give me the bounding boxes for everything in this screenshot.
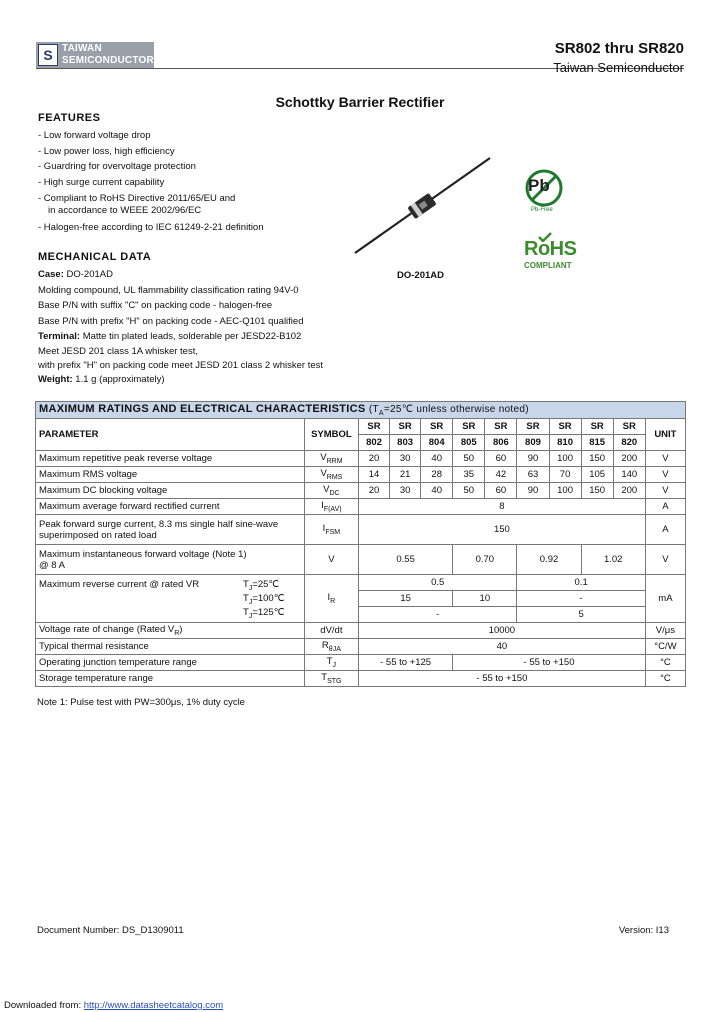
rohs-logo: RoHS: [524, 238, 577, 260]
symbol-cell: [304, 451, 358, 467]
unit-cell: V: [645, 467, 685, 483]
molding-line: Molding compound, UL flammability classification rating 94V-0: [38, 285, 299, 296]
feature-item: - Halogen-free according to IEC 61249-2-21 definition: [38, 222, 264, 233]
value-cell: 20: [358, 483, 389, 499]
symbol-text: T: [321, 672, 328, 684]
value-cell: 8: [358, 499, 645, 515]
unit-cell: V: [645, 545, 685, 575]
param-cell: Operating junction temperature range: [36, 655, 305, 671]
jesd-line-1: Meet JESD 201 class 1A whisker test,: [38, 346, 198, 357]
param-cell: [36, 623, 305, 639]
base-c-line: Base P/N with suffix "C" on packing code - halogen-free: [38, 300, 273, 311]
company-name: Taiwan Semiconductor: [553, 60, 684, 75]
case-value: DO-201AD: [63, 269, 113, 280]
logo-text: [62, 43, 154, 67]
temp-sym: T: [243, 579, 249, 590]
value-cell: 0.5: [358, 575, 516, 591]
sr-header: SR: [549, 419, 581, 435]
part-title: SR802 thru SR820: [554, 40, 684, 57]
temp-sub: J: [248, 598, 253, 606]
temp-val: =125℃: [252, 607, 285, 618]
param-cell: [36, 515, 305, 545]
value-cell: 150: [581, 451, 613, 467]
rohs-compliant-label: COMPLIANT: [524, 261, 572, 270]
unit-cell: °C/W: [645, 639, 685, 655]
table-row: [36, 483, 686, 499]
value-cell: 200: [613, 451, 645, 467]
param-cell: Maximum DC blocking voltage: [36, 483, 305, 499]
symbol-sub: J: [332, 661, 337, 669]
unit-header: UNIT: [645, 419, 685, 451]
symbol-cell: [304, 639, 358, 655]
table-title: MAXIMUM RATINGS AND ELECTRICAL CHARACTERISTICS: [39, 403, 366, 415]
part-number: 820: [613, 435, 645, 451]
param-cell: Maximum RMS voltage: [36, 467, 305, 483]
value-cell: 70: [549, 467, 581, 483]
part-number: 810: [549, 435, 581, 451]
value-cell: 50: [453, 451, 485, 467]
part-number: 809: [517, 435, 549, 451]
feature-item: - Compliant to RoHS Directive 2011/65/EU and: [38, 193, 236, 204]
package-label: DO-201AD: [397, 270, 444, 281]
sr-header: SR: [613, 419, 645, 435]
features-heading: FEATURES: [38, 112, 101, 124]
value-cell: 10000: [358, 623, 645, 639]
symbol-cell: [304, 575, 358, 623]
table-row: [36, 545, 686, 575]
table-row: [36, 623, 686, 639]
pb-badge-text: Pb: [528, 176, 550, 195]
sr-header: SR: [453, 419, 485, 435]
value-cell: 30: [390, 451, 421, 467]
unit-cell: °C: [645, 655, 685, 671]
value-cell: 14: [358, 467, 389, 483]
cond-sub: A: [378, 410, 384, 417]
symbol-cell: V: [304, 545, 358, 575]
symbol-header: SYMBOL: [304, 419, 358, 451]
ir-label: Maximum reverse current @ rated VR: [39, 579, 200, 590]
pb-free-label: Pb-Free: [531, 207, 553, 213]
unit-cell: V: [645, 483, 685, 499]
value-cell: 50: [453, 483, 485, 499]
symbol-text: V: [320, 468, 327, 480]
value-cell: 28: [421, 467, 453, 483]
symbol-cell: [304, 671, 358, 687]
part-number: 802: [358, 435, 389, 451]
feature-item: - Low power loss, high efficiency: [38, 146, 175, 157]
symbol-cell: [304, 655, 358, 671]
part-number: 804: [421, 435, 453, 451]
param-text: Voltage rate of change (Rated V: [39, 624, 175, 636]
value-cell: - 55 to +125: [358, 655, 452, 671]
value-cell: 35: [453, 467, 485, 483]
value-cell: 15: [358, 591, 452, 607]
logo-icon: [38, 44, 58, 66]
terminal-label: Terminal:: [38, 331, 81, 342]
downloaded-from: [4, 1000, 223, 1011]
temp-sym: T: [243, 607, 249, 618]
value-cell: 42: [485, 467, 517, 483]
value-cell: 60: [485, 483, 517, 499]
part-number: 805: [453, 435, 485, 451]
case-label: Case:: [38, 269, 64, 280]
temp-val: =100℃: [252, 593, 285, 604]
cond-rest: =25℃ unless otherwise noted): [383, 404, 529, 415]
unit-cell: mA: [645, 575, 685, 623]
param-line: superimposed on rated load: [39, 529, 157, 541]
param-cell: Storage temperature range: [36, 671, 305, 687]
temp-sub: J: [248, 612, 253, 620]
sr-header: SR: [485, 419, 517, 435]
jesd-line-2: with prefix "H" on packing code meet JESD 201 class 2 whisker test: [38, 360, 324, 371]
diode-body: [407, 193, 436, 219]
symbol-text: I: [327, 592, 331, 604]
sr-header: SR: [517, 419, 549, 435]
value-cell: 10: [453, 591, 517, 607]
table-row: [36, 639, 686, 655]
terminal-line: [38, 329, 301, 344]
value-cell: 63: [517, 467, 549, 483]
value-cell: 30: [390, 483, 421, 499]
sr-header: SR: [581, 419, 613, 435]
terminal-value: Matte tin plated leads, solderable per JESD22-B102: [80, 331, 302, 342]
table-row: [36, 467, 686, 483]
feature-item: - Guardring for overvoltage protection: [38, 161, 196, 172]
datasheet-link[interactable]: http://www.datasheetcatalog.com: [83, 1000, 224, 1011]
value-cell: 60: [485, 451, 517, 467]
symbol-text: V: [320, 452, 327, 464]
symbol-cell: [304, 467, 358, 483]
value-cell: 40: [421, 483, 453, 499]
table-row: [36, 451, 686, 467]
value-cell: 21: [390, 467, 421, 483]
value-cell: 20: [358, 451, 389, 467]
temp-sym: T: [243, 593, 249, 604]
cond-prefix: (T: [368, 404, 379, 415]
logo-line1: TAIWAN: [62, 43, 102, 54]
symbol-cell: [304, 483, 358, 499]
table-row: [36, 515, 686, 545]
weight-line: [38, 372, 165, 387]
downloaded-label: Downloaded from:: [4, 1000, 82, 1011]
value-cell: 140: [613, 467, 645, 483]
unit-cell: V/μs: [645, 623, 685, 639]
value-cell: 40: [421, 451, 453, 467]
unit-cell: A: [645, 499, 685, 515]
value-cell: 150: [358, 515, 645, 545]
ratings-table: [35, 401, 686, 687]
ir-temp-2: [243, 593, 284, 606]
symbol-text: R: [321, 640, 329, 652]
table-title-condition: [369, 404, 529, 415]
symbol-cell: dV/dt: [304, 623, 358, 639]
symbol-sub: RRM: [326, 457, 343, 465]
ir-temp-3: [243, 607, 284, 620]
table-note: Note 1: Pulse test with PW=300μs, 1% duty cycle: [37, 697, 245, 708]
sr-header: SR: [390, 419, 421, 435]
value-cell: 0.92: [517, 545, 581, 575]
table-title-row: [36, 402, 686, 419]
symbol-text: I: [321, 500, 324, 512]
symbol-text: I: [322, 523, 326, 535]
value-cell: -: [358, 607, 516, 623]
table-row: [36, 655, 686, 671]
feature-item: - High surge current capability: [38, 177, 165, 188]
ir-temp-1: [243, 579, 279, 592]
param-cell: Maximum repetitive peak reverse voltage: [36, 451, 305, 467]
temp-val: =25℃: [252, 579, 280, 590]
weight-value: 1.1 g (approximately): [72, 374, 165, 385]
param-line: Peak forward surge current, 8.3 ms single half sine-wave: [39, 518, 279, 530]
part-number: 815: [581, 435, 613, 451]
table-header-row: [36, 419, 686, 435]
table-title-cell: [36, 402, 686, 419]
symbol-text: V: [323, 484, 330, 496]
param-end: ): [179, 624, 183, 636]
unit-cell: A: [645, 515, 685, 545]
value-cell: 200: [613, 483, 645, 499]
document-title: Schottky Barrier Rectifier: [275, 94, 445, 110]
param-line: @ 8 A: [39, 559, 66, 571]
value-cell: 0.1: [517, 575, 645, 591]
symbol-sub: DC: [329, 489, 340, 497]
symbol-sub: θJA: [328, 645, 341, 653]
case-line: [38, 267, 113, 282]
symbol-sub: STG: [327, 677, 342, 685]
value-cell: 40: [358, 639, 645, 655]
value-cell: 105: [581, 467, 613, 483]
symbol-text: T: [326, 656, 333, 668]
param-cell: Maximum average forward rectified current: [36, 499, 305, 515]
param-line: Maximum instantaneous forward voltage (Note 1): [39, 548, 247, 560]
value-cell: -: [517, 591, 645, 607]
table-row: [36, 575, 686, 591]
param-cell: [36, 575, 305, 623]
value-cell: - 55 to +150: [453, 655, 646, 671]
version-label: Version: I13: [618, 925, 669, 936]
value-cell: 100: [549, 483, 581, 499]
table-row: [36, 499, 686, 515]
param-sub: R: [174, 629, 180, 637]
value-cell: 100: [549, 451, 581, 467]
part-number: 806: [485, 435, 517, 451]
param-cell: Typical thermal resistance: [36, 639, 305, 655]
unit-cell: V: [645, 451, 685, 467]
param-header: PARAMETER: [36, 419, 305, 451]
document-number: Document Number: DS_D1309011: [37, 925, 184, 936]
value-cell: 150: [581, 483, 613, 499]
weight-label: Weight:: [38, 374, 73, 385]
feature-item: - Low forward voltage drop: [38, 130, 151, 141]
value-cell: 0.70: [453, 545, 517, 575]
symbol-cell: [304, 515, 358, 545]
mechanical-heading: MECHANICAL DATA: [38, 251, 152, 263]
unit-cell: °C: [645, 671, 685, 687]
param-cell: [36, 545, 305, 575]
value-cell: 0.55: [358, 545, 452, 575]
value-cell: - 55 to +150: [358, 671, 645, 687]
value-cell: 90: [517, 451, 549, 467]
symbol-cell: [304, 499, 358, 515]
value-cell: 1.02: [581, 545, 645, 575]
logo-line2: SEMICONDUCTOR: [62, 55, 154, 66]
value-cell: 90: [517, 483, 549, 499]
feature-item: in accordance to WEEE 2002/96/EC: [48, 205, 202, 216]
symbol-sub: RMS: [326, 473, 343, 481]
temp-sub: J: [248, 584, 253, 592]
diode-package-illustration: [350, 150, 500, 260]
symbol-sub: FSM: [325, 528, 341, 536]
part-number: 803: [390, 435, 421, 451]
symbol-sub: F(AV): [323, 505, 342, 513]
logo-mark-text: S: [43, 47, 53, 63]
sr-header: SR: [358, 419, 389, 435]
value-cell: 5: [517, 607, 645, 623]
base-h-line: Base P/N with prefix "H" on packing code - AEC-Q101 qualified: [38, 316, 304, 327]
symbol-sub: R: [330, 597, 336, 605]
sr-header: SR: [421, 419, 453, 435]
table-row: [36, 671, 686, 687]
rohs-check-icon: [538, 232, 552, 242]
